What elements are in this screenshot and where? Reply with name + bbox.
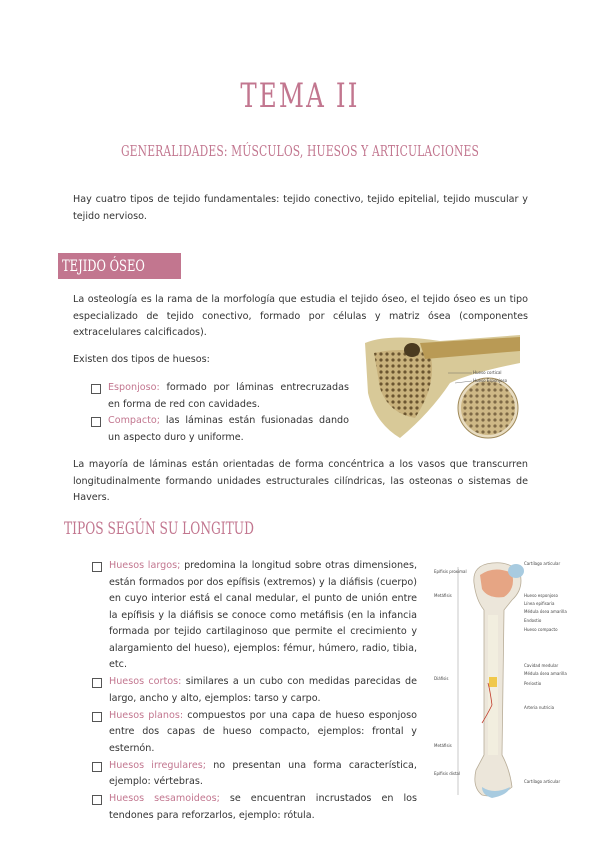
term: Huesos cortos:	[109, 676, 182, 687]
term: Esponjoso:	[108, 382, 160, 393]
label-left: Epífisis proximal	[434, 569, 467, 574]
label-right: Cartílago articular	[524, 779, 561, 784]
list-item	[91, 380, 349, 413]
definition: predomina la longitud sobre otras dimensiones, están formados por dos epífisis (extremos) y la diáfisis (cuerpo) en cuyo interior está el canal medular, el punto de unión entre la epífisis y la diáfisis se conoce como metáfisis (en la infancia formada por tejido cartilaginoso que permite el crecimiento y alargamiento del hueso), ejemplos: fémur, húmero, radio, tibia, etc.	[109, 560, 418, 670]
list-item	[92, 708, 417, 758]
page-title: TEMA II	[240, 76, 360, 116]
label-left: Metáfisis	[434, 593, 452, 598]
definition: se encuentran incrustados en los tendones para reforzarlos, ejemplo: rótula.	[109, 793, 417, 821]
checkbox[interactable]	[92, 795, 102, 805]
checkbox[interactable]	[92, 712, 102, 722]
types-intro: Existen dos tipos de huesos:	[73, 354, 210, 365]
label-right: Línea epifisaria	[524, 601, 555, 606]
list-item	[92, 758, 417, 791]
section-heading-tipos-longitud: TIPOS SEGÚN SU LONGITUD	[64, 519, 254, 539]
page-subtitle: GENERALIDADES: MÚSCULOS, HUESOS Y ARTICULACIONES	[120, 144, 480, 160]
checkbox[interactable]	[91, 417, 101, 427]
term: Compacto;	[108, 415, 161, 426]
intro-paragraph: Hay cuatro tipos de tejido fundamentales: tejido conectivo, tejido epitelial, tejido muscular y tejido nervioso.	[73, 194, 528, 222]
checkbox[interactable]	[92, 562, 102, 572]
list-item	[92, 674, 417, 707]
bone-section-figure	[360, 333, 525, 443]
list-item	[92, 558, 417, 674]
bone-tissue-types-list	[91, 380, 349, 446]
label-right: Cartílago articular	[524, 561, 561, 566]
label-right: Cavidad medular	[524, 663, 559, 668]
label-right: Periostio	[524, 681, 542, 686]
term: Huesos irregulares;	[109, 759, 206, 771]
list-item	[91, 413, 349, 446]
label-right: Hueso esponjoso	[524, 593, 558, 598]
osteologia-paragraph: La osteología es la rama de la morfología que estudia el tejido óseo, el tejido óseo es un tipo especializado de tejido conectivo, formado por células y matriz ósea (componentes extracelulares calcificados).	[73, 294, 528, 338]
left-labels	[434, 569, 467, 776]
term: Huesos planos:	[109, 709, 184, 721]
definition: no presentan una forma característica, ejemplo: vértebras.	[109, 759, 417, 787]
long-bone-figure	[432, 555, 567, 805]
label-hueso-esponjoso: Hueso Esponjoso	[473, 378, 508, 383]
label-right: Médula ósea amarilla	[524, 671, 567, 676]
definition: formado por láminas entrecruzadas en forma de red con cavidades.	[108, 382, 349, 410]
right-labels	[524, 561, 567, 784]
checkbox[interactable]	[91, 384, 101, 394]
definition: similares a un cubo con medidas parecidas de largo, ancho y alto, ejemplos: tarso y carpo.	[109, 676, 417, 704]
list-item	[92, 791, 417, 824]
definition: las láminas están fusionadas dando un aspecto duro y uniforme.	[108, 415, 349, 443]
label-right: Arteria nutricia	[524, 705, 555, 710]
label-left: Metáfisis	[434, 743, 452, 748]
checkbox[interactable]	[92, 678, 102, 688]
label-left: Diáfisis	[434, 676, 449, 681]
label-hueso-cortical: Hueso cortical	[473, 370, 502, 375]
section-heading-tejido-oseo: TEJIDO ÓSEO	[58, 253, 181, 279]
checkbox[interactable]	[92, 762, 102, 772]
label-right: Médula ósea amarilla	[524, 609, 567, 614]
term: Huesos sesamoideos;	[109, 793, 220, 804]
laminas-paragraph: La mayoría de láminas están orientadas de forma concéntrica a los vasos que transcurren longitudinalmente formando unidades estructurales cilíndricas, las osteonas o sistemas de Havers.	[73, 459, 528, 503]
label-right: Hueso compacto	[524, 627, 558, 632]
bone-types-list	[92, 558, 417, 825]
label-right: Endostio	[524, 618, 542, 623]
label-left: Epífisis distal	[434, 771, 461, 776]
term: Huesos largos;	[109, 560, 181, 571]
definition: compuestos por una capa de hueso esponjoso entre dos capas de hueso compacto, ejemplos: frontal y esternón.	[109, 709, 417, 754]
